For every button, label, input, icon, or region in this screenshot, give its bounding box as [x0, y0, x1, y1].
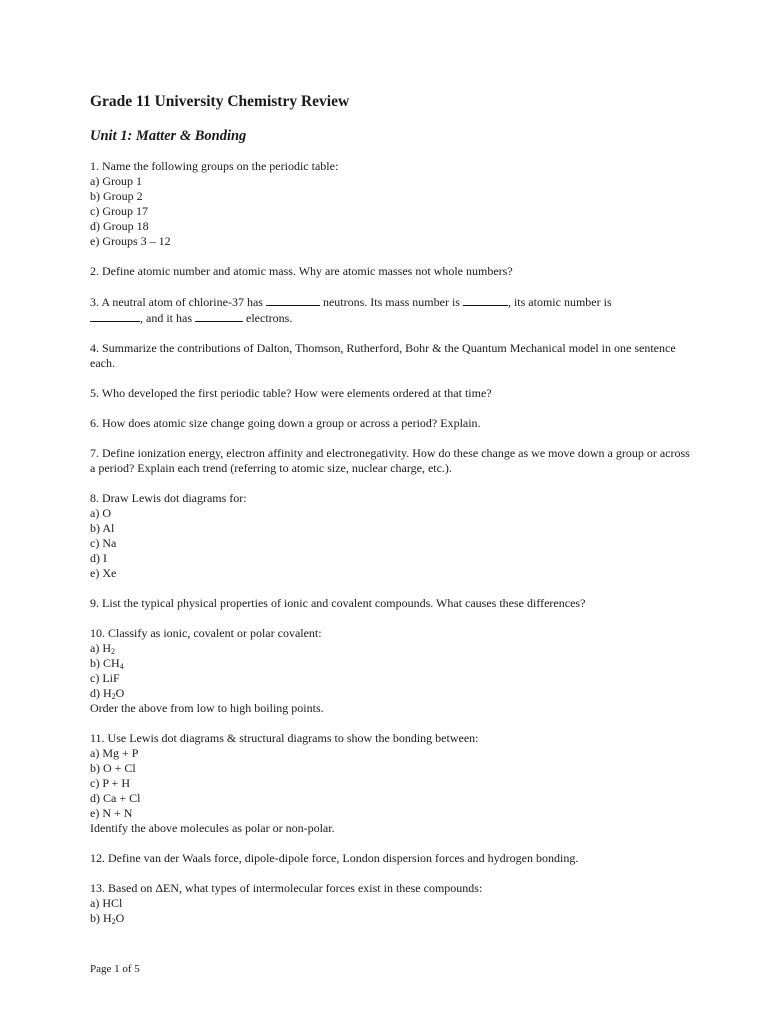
question-1-option-c: c) Group 17: [90, 204, 148, 218]
question-3-line-2: [90, 310, 690, 326]
document-title: Grade 11 University Chemistry Review: [90, 93, 350, 110]
question-11-option-d: d) Ca + Cl: [90, 791, 141, 805]
question-10-option-a: a) $H_2$: [90, 641, 115, 656]
question-11-option-e: e) N + N: [90, 806, 133, 820]
question-3-text-2: neutrons. Its mass number is: [319, 295, 463, 309]
question-13-option-a: a) HCl: [90, 896, 123, 910]
question-3-text-5: electrons.: [243, 311, 293, 325]
question-7: [90, 446, 690, 476]
question-6-prompt: 6. How does atomic size change going down a group or across a period? Explain.: [90, 416, 481, 430]
question-11-prompt: 11. Use Lewis dot diagrams & structural diagrams to show the bonding between:: [90, 731, 479, 745]
question-11-option-c: c) P + H: [90, 776, 130, 790]
question-10-option-b: b) $CH_4$: [90, 656, 124, 671]
question-4-prompt: 4. Summarize the contributions of Dalton, Thomson, Rutherford, Bohr & the Quantum Mechanical model in one sentence each.: [90, 341, 676, 370]
question-4: [90, 341, 690, 371]
question-8-option-d: d) I: [90, 551, 107, 565]
question-13-option-b: b) $H_2O$: [90, 911, 125, 926]
question-3-text-1: 3. A neutral atom of chlorine-37 has: [90, 295, 266, 309]
question-7-prompt: 7. Define ionization energy, electron affinity and electronegativity. How do these change as we move down a group or across a period? Explain each trend (referring to atomic size, nuclear charge, etc.).: [90, 446, 690, 475]
question-11-note: Identify the above molecules as polar or non-polar.: [90, 821, 335, 835]
question-10-prompt: 10. Classify as ionic, covalent or polar covalent:: [90, 626, 322, 640]
question-13: [90, 881, 690, 926]
question-10-option-c: c) LiF: [90, 671, 120, 685]
document-page: [90, 92, 690, 941]
question-10-note: Order the above from low to high boiling points.: [90, 701, 324, 715]
question-8-option-e: e) Xe: [90, 566, 117, 580]
question-11: [90, 731, 690, 836]
question-8-option-c: c) Na: [90, 536, 117, 550]
question-12: [90, 851, 690, 866]
neutrons-blank: [266, 294, 320, 306]
question-3-text-4: , and it has: [140, 311, 195, 325]
question-1-option-a: a) Group 1: [90, 174, 142, 188]
question-10-option-d: d) $H_2O$: [90, 686, 125, 701]
question-5-prompt: 5. Who developed the first periodic table? How were elements ordered at that time?: [90, 386, 492, 400]
question-10: [90, 626, 690, 716]
mass-number-blank: [463, 294, 508, 306]
question-8: [90, 491, 690, 581]
question-1-prompt: 1. Name the following groups on the periodic table:: [90, 159, 339, 173]
question-8-option-a: a) O: [90, 506, 111, 520]
question-1-option-d: d) Group 18: [90, 219, 149, 233]
question-9-prompt: 9. List the typical physical properties of ionic and covalent compounds. What causes these differences?: [90, 596, 586, 610]
atomic-number-blank: [90, 310, 140, 322]
question-9: [90, 596, 690, 611]
question-13-prompt: 13. Based on ΔEN, what types of intermolecular forces exist in these compounds:: [90, 881, 483, 895]
question-3-text-3: , its atomic number is: [507, 295, 612, 309]
question-3-line-1: [90, 294, 690, 310]
question-6: [90, 416, 690, 431]
question-8-option-b: b) Al: [90, 521, 115, 535]
page-number-footer: Page 1 of 5: [90, 963, 140, 975]
question-12-prompt: 12. Define van der Waals force, dipole-dipole force, London dispersion forces and hydrogen bonding.: [90, 851, 579, 865]
question-3: [90, 294, 690, 326]
question-1-option-b: b) Group 2: [90, 189, 143, 203]
question-2-prompt: 2. Define atomic number and atomic mass. Why are atomic masses not whole numbers?: [90, 264, 513, 278]
unit-title: Unit 1: Matter & Bonding: [90, 128, 247, 144]
question-2: [90, 264, 690, 279]
question-1-option-e: e) Groups 3 – 12: [90, 234, 171, 248]
question-11-option-a: a) Mg + P: [90, 746, 139, 760]
question-8-prompt: 8. Draw Lewis dot diagrams for:: [90, 491, 247, 505]
question-5: [90, 386, 690, 401]
question-11-option-b: b) O + Cl: [90, 761, 136, 775]
question-1: [90, 159, 690, 249]
electrons-blank: [195, 310, 243, 322]
